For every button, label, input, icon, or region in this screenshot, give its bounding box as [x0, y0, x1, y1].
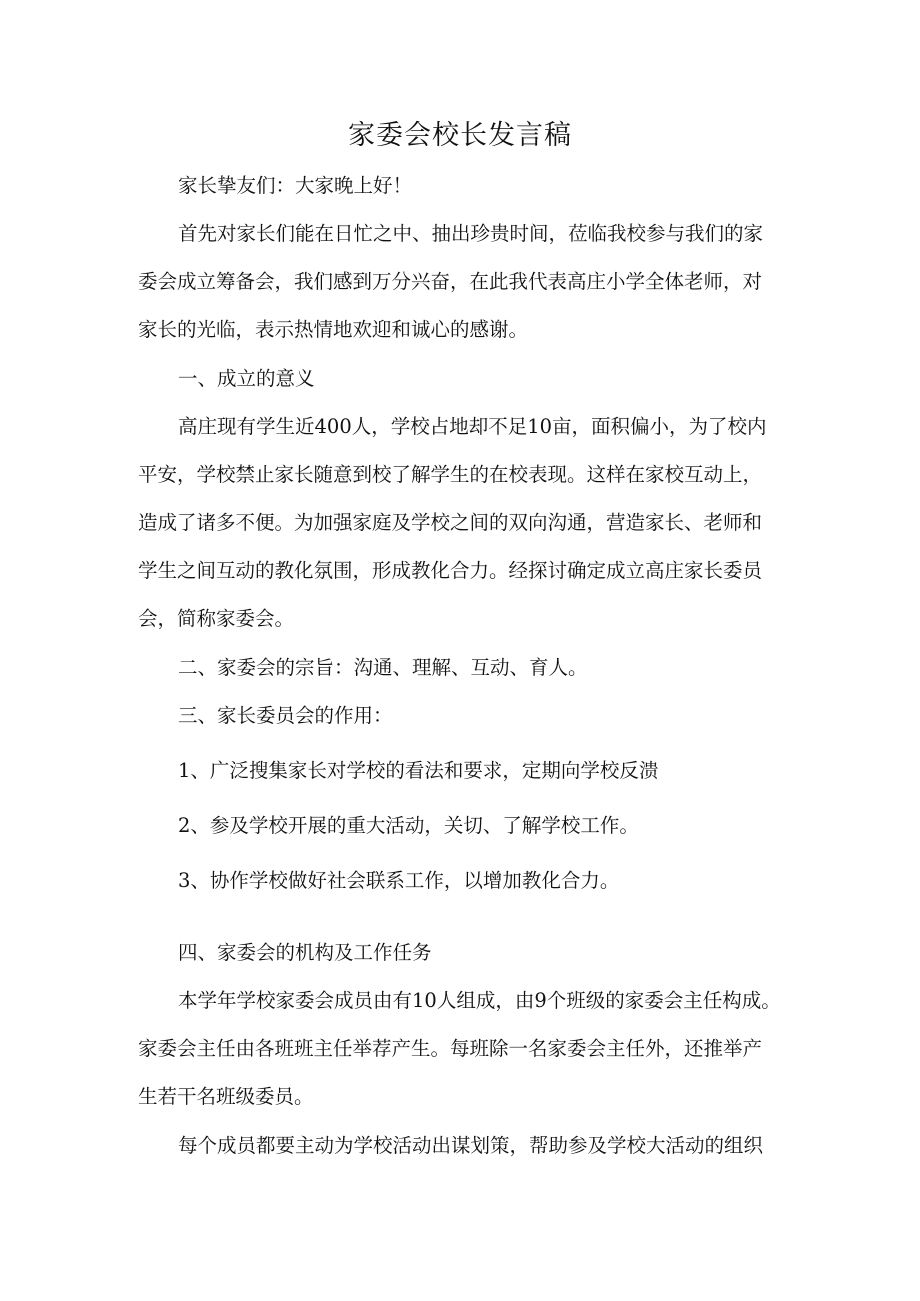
- paragraph-line: 高庄现有学生近400人，学校占地却不足10亩，面积偏小，为了校内: [178, 415, 767, 438]
- paragraph-line: 家委会主任由各班班主任举荐产生。每班除一名家委会主任外，还推举产: [138, 1037, 763, 1060]
- list-item: 2、参及学校开展的重大活动，关切、了解学校工作。: [178, 814, 639, 837]
- paragraph-line: 生若干名班级委员。: [138, 1085, 314, 1108]
- section-heading: 三、家长委员会的作用：: [178, 704, 393, 727]
- paragraph-line: 首先对家长们能在日忙之中、抽出珍贵时间，莅临我校参与我们的家: [178, 222, 764, 245]
- greeting-line: 家长挚友们：大家晚上好！: [178, 174, 413, 197]
- paragraph-line: 平安，学校禁止家长随意到校了解学生的在校表现。这样在家校互动上，: [138, 463, 763, 486]
- paragraph-line: 学生之间互动的教化氛围，形成教化合力。经探讨确定成立高庄家长委员: [138, 559, 763, 582]
- paragraph-line: 每个成员都要主动为学校活动出谋划策，帮助参及学校大活动的组织: [178, 1134, 764, 1157]
- paragraph-line: 会，简称家委会。: [138, 607, 295, 630]
- section-heading: 一、成立的意义: [178, 367, 315, 390]
- paragraph-line: 本学年学校家委会成员由有10人组成，由9个班级的家委会主任构成。: [178, 989, 781, 1012]
- paragraph-line: 委会成立筹备会，我们感到万分兴奋，在此我代表高庄小学全体老师，对: [138, 270, 763, 293]
- list-item: 3、协作学校做好社会联系工作，以增加教化合力。: [178, 869, 620, 892]
- section-heading: 四、家委会的机构及工作任务: [178, 941, 432, 964]
- list-item: 1、广泛搜集家长对学校的看法和要求，定期向学校反溃: [178, 759, 659, 782]
- section-heading: 二、家委会的宗旨：沟通、理解、互动、育人。: [178, 656, 588, 679]
- paragraph-line: 家长的光临，表示热情地欢迎和诚心的感谢。: [138, 318, 529, 341]
- paragraph-line: 造成了诸多不便。为加强家庭及学校之间的双向沟通，营造家长、老师和: [138, 511, 763, 534]
- document-title: 家委会校长发言稿: [348, 120, 572, 151]
